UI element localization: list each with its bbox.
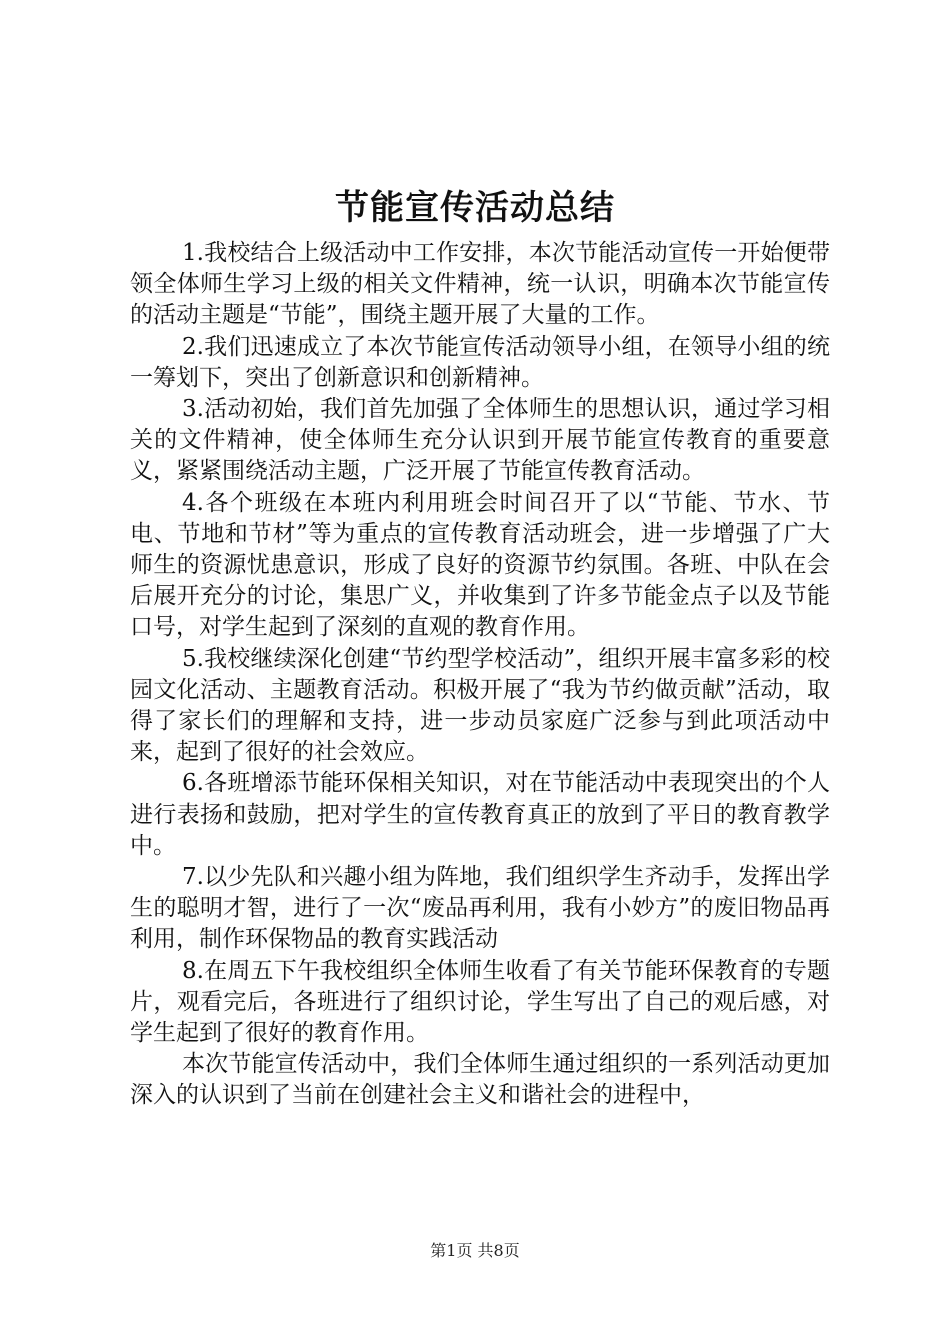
- paragraph-1: 1.我校结合上级活动中工作安排，本次节能活动宣传一开始便带领全体师生学习上级的相关文件精神，统一认识，明确本次节能宣传的活动主题是“节能”，围绕主题开展了大量的工作。: [130, 240, 830, 329]
- paragraph-3: 3.活动初始，我们首先加强了全体师生的思想认识，通过学习相关的文件精神，使全体师生充分认识到开展节能宣传教育的重要意义，紧紧围绕活动主题，广泛开展了节能宣传教育活动。: [130, 396, 830, 485]
- paragraph-8: 8.在周五下午我校组织全体师生收看了有关节能环保教育的专题片，观看完后，各班进行了组织讨论，学生写出了自己的观后感，对学生起到了很好的教育作用。: [130, 957, 830, 1047]
- paragraph-6: 6.各班增添节能环保相关知识，对在节能活动中表现突出的个人进行表扬和鼓励，把对学生的宣传教育真正的放到了平日的教育教学中。: [130, 770, 830, 859]
- paragraph-5: 5.我校继续深化创建“节约型学校活动”，组织开展丰富多彩的校园文化活动、主题教育活动。积极开展了“我为节约做贡献”活动，取得了家长们的理解和支持，进一步动员家庭广泛参与到此项活动中来，起到了很好的社会效应。: [130, 645, 830, 766]
- document-body: [130, 238, 830, 1112]
- paragraph-4: 4.各个班级在本班内利用班会时间召开了以“节能、节水、节电、节地和节材”等为重点的宣传教育活动班会，进一步增强了广大师生的资源忧患意识，形成了良好的资源节约氛围。各班、中队在会后展开充分的讨论，集思广义，并收集到了许多节能金点子以及节能口号，对学生起到了深刻的直观的教育作用。: [130, 489, 830, 641]
- paragraph-2: 2.我们迅速成立了本次节能宣传活动领导小组，在领导小组的统一筹划下，突出了创新意识和创新精神。: [130, 333, 830, 391]
- paragraph-7: 7.以少先队和兴趣小组为阵地，我们组织学生齐动手，发挥出学生的聪明才智，进行了一次“废品再利用，我有小妙方”的废旧物品再利用，制作环保物品的教育实践活动: [130, 864, 830, 953]
- page-number-footer: 第1页 共8页: [430, 1241, 520, 1260]
- document-title: 节能宣传活动总结: [335, 188, 615, 228]
- paragraph-summary: 本次节能宣传活动中，我们全体师生通过组织的一系列活动更加深入的认识到了当前在创建社会主义和谐社会的进程中，: [130, 1051, 830, 1109]
